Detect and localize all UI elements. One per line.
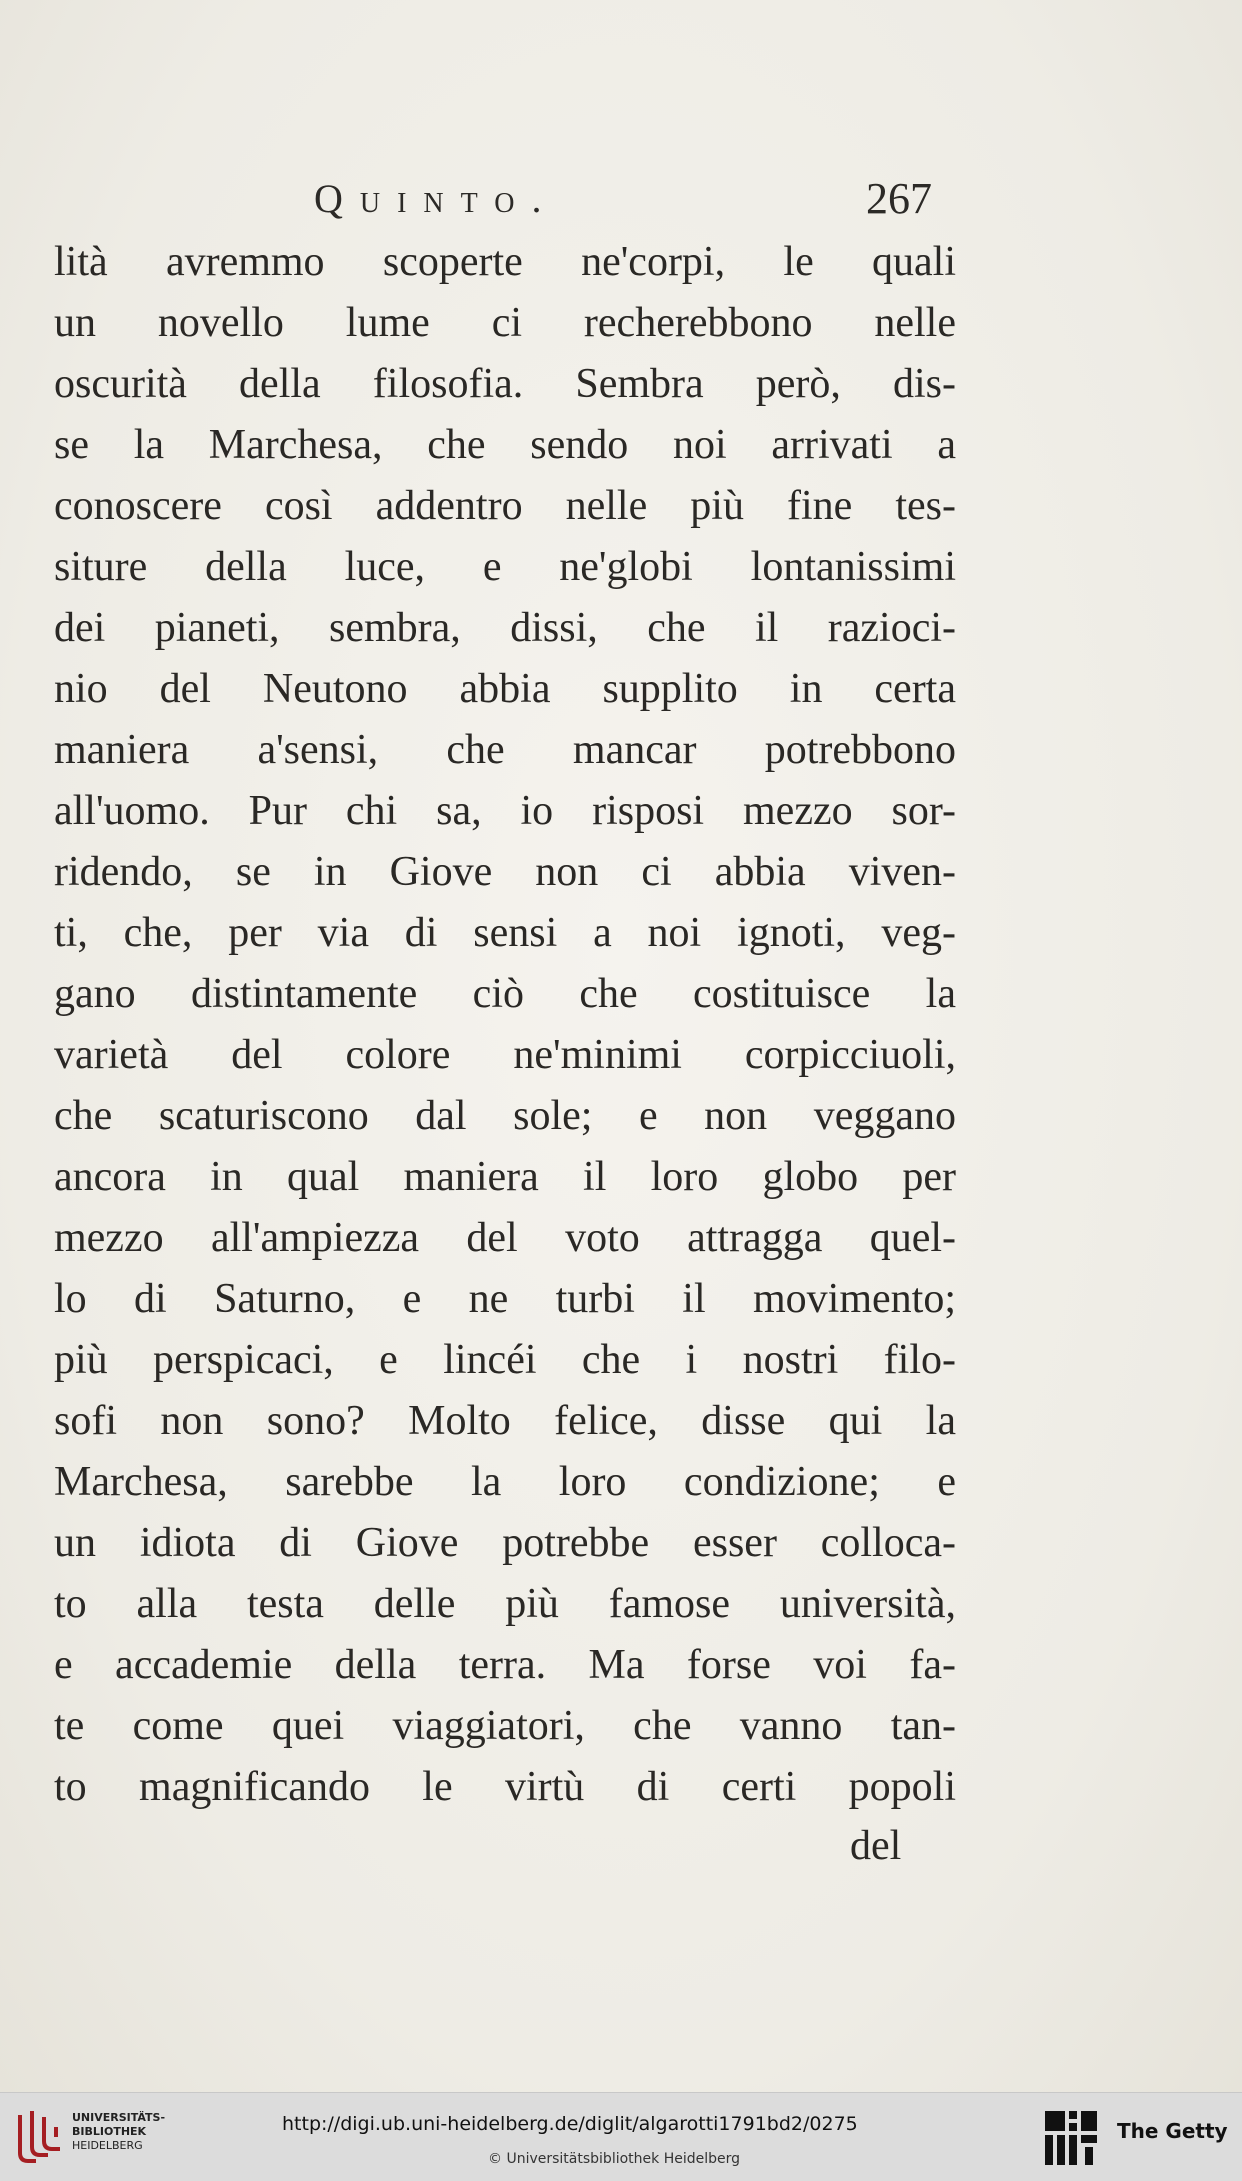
text-line: dei pianeti, sembra, dissi, che il razioci- bbox=[54, 605, 956, 651]
text-line: mezzo all'ampiezza del voto attragga quel- bbox=[54, 1215, 956, 1261]
getty-logo-icon[interactable] bbox=[1043, 2109, 1099, 2167]
library-name-line: BIBLIOTHEK bbox=[72, 2125, 147, 2138]
text-line: e accademie della terra. Ma forse voi fa- bbox=[54, 1642, 956, 1688]
running-head bbox=[0, 175, 1242, 235]
text-line: ridendo, se in Giove non ci abbia viven- bbox=[54, 849, 956, 895]
text-line: gano distintamente ciò che costituisce la bbox=[54, 971, 956, 1017]
text-line: sofi non sono? Molto felice, disse qui la bbox=[54, 1398, 956, 1444]
library-name-line: UNIVERSITÄTS- bbox=[72, 2111, 166, 2124]
text-line: se la Marchesa, che sendo noi arrivati a bbox=[54, 422, 956, 468]
text-line: più perspicaci, e lincéi che i nostri filo- bbox=[54, 1337, 956, 1383]
partner-name: The Getty bbox=[1117, 2119, 1228, 2143]
text-line: lo di Saturno, e ne turbi il movimento; bbox=[54, 1276, 956, 1322]
text-line: maniera a'sensi, che mancar potrebbono bbox=[54, 727, 956, 773]
text-line: to alla testa delle più famose università, bbox=[54, 1581, 956, 1627]
text-line: conoscere così addentro nelle più fine tes- bbox=[54, 483, 956, 529]
text-line: ancora in qual maniera il loro globo per bbox=[54, 1154, 956, 1200]
university-library-name bbox=[72, 2111, 165, 2153]
library-name-line: HEIDELBERG bbox=[72, 2139, 143, 2152]
body-text bbox=[54, 232, 956, 1818]
text-line: oscurità della filosofia. Sembra però, dis- bbox=[54, 361, 956, 407]
university-library-logo-icon[interactable] bbox=[14, 2107, 68, 2167]
text-line: nio del Neutono abbia supplito in certa bbox=[54, 666, 956, 712]
text-line: un idiota di Giove potrebbe esser colloca- bbox=[54, 1520, 956, 1566]
page-number: 267 bbox=[866, 174, 932, 223]
text-line: che scaturiscono dal sole; e non veggano bbox=[54, 1093, 956, 1139]
text-line: Marchesa, sarebbe la loro condizione; e bbox=[54, 1459, 956, 1505]
text-line: varietà del colore ne'minimi corpicciuoli, bbox=[54, 1032, 956, 1078]
running-title: Quinto. bbox=[314, 176, 559, 221]
text-line: to magnificando le virtù di certi popoli bbox=[54, 1764, 956, 1810]
text-line: all'uomo. Pur chi sa, io risposi mezzo sor- bbox=[54, 788, 956, 834]
text-line: lità avremmo scoperte ne'corpi, le quali bbox=[54, 239, 956, 285]
footer-bar bbox=[0, 2092, 1242, 2181]
text-line: ti, che, per via di sensi a noi ignoti, veg- bbox=[54, 910, 956, 956]
text-line: un novello lume ci recherebbono nelle bbox=[54, 300, 956, 346]
text-line: siture della luce, e ne'globi lontanissimi bbox=[54, 544, 956, 590]
permalink-url[interactable]: http://digi.ub.uni-heidelberg.de/diglit/algarotti1791bd2/0275 bbox=[282, 2113, 858, 2135]
copyright-notice: © Universitätsbibliothek Heidelberg bbox=[488, 2151, 741, 2167]
catchword: del bbox=[850, 1823, 902, 1869]
text-line: te come quei viaggiatori, che vanno tan- bbox=[54, 1703, 956, 1749]
